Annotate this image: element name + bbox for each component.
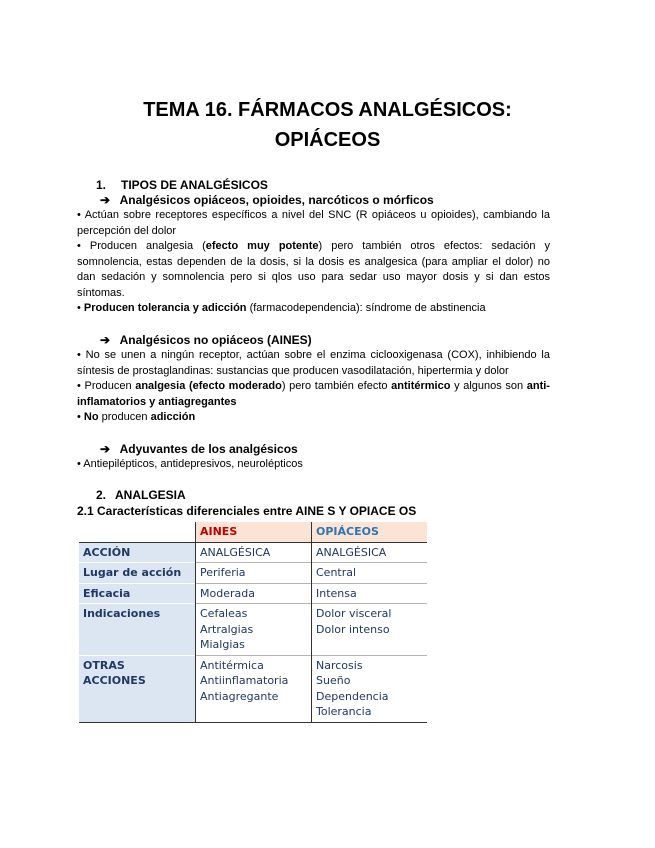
aines-cell [196,542,312,563]
text-run-bold: anti-inflamatorios y antiagregantes [77,380,550,408]
cell-line: ANALGÉSICA [316,545,387,559]
header-opiaceos: OPIÁCEOS [312,522,428,542]
cell-line: Cefaleas [200,607,248,620]
row-label: ACCIÓN [79,542,196,563]
opiaceos-p3 [77,301,550,317]
opiaceos-p2 [77,239,550,301]
aines-heading [100,333,312,347]
cell-line: ANALGÉSICA [200,545,271,559]
page-title-line2: OPIÁCEOS [274,129,381,151]
opiaceos-cell [312,542,428,563]
aines-cell [196,563,312,584]
cell-line: Artralgias [200,622,254,636]
row-label: Indicaciones [79,604,196,656]
page-title-line1: TEMA 16. FÁRMACOS ANALGÉSICOS: [143,99,512,121]
aines-cell [196,655,312,722]
cell-line: Sueño [316,674,351,687]
opiaceos-cell [312,604,428,656]
table-row [79,583,427,604]
arrow-icon: ➔ [100,442,111,456]
table-header-row [79,522,427,542]
text-run-bold: Producen tolerancia y adicción [83,302,247,314]
cell-line: Moderada [200,586,255,600]
text-run: • Producen analgesia ( [77,240,206,252]
text-run: ) pero también otros efectos: sedación y somnolencia, estas dependen de la dosis, si la dosis es analgesica (para ampliar el dolor) no dan sedación y somnolencia pero si qlos uso para sedar uso mayor dosis y si dan estos síntomas. [77,240,550,299]
section2-number: 2. [96,488,107,502]
cell-line: Antiagregante [200,689,279,703]
text-run: producen [98,411,151,423]
cell-line: Periferia [200,566,246,579]
header-aines: AINES [196,522,312,542]
text-run-bold: analgesia (efecto moderado [135,380,282,392]
section1-number: 1. [96,178,107,192]
aines-heading-text: Analgésicos no opiáceos (AINES) [119,333,312,347]
opiaceos-cell [312,563,428,584]
opiaceos-heading [100,193,434,207]
aines-p3 [77,410,550,426]
text-run: • Producen [77,380,136,392]
aines-p2 [77,379,550,410]
opiaceos-p1: • Actúan sobre receptores específicos a nivel del SNC (R opiáceos u opioides), cambiando la percepción del dolor [77,209,550,237]
cell-line: Central [316,566,357,579]
table-row [79,542,427,563]
row-label: Lugar de acción [79,563,196,584]
text-run: (farmacodependencia): síndrome de abstinencia [246,302,486,314]
aines-p1: • No se unen a ningún receptor, actúan sobre el enzima ciclooxigenasa (COX), inhibiendo la síntesis de prostaglandinas: sustancias que producen vasodilatación, hipertermia y dolor [77,349,550,377]
text-run-bold: adicción [150,411,196,423]
text-run: • [77,411,84,423]
cell-line: Antitérmica [200,658,264,672]
text-run: • [77,302,84,314]
row-label: OTRAS ACCIONES [79,655,196,722]
adyuvantes-p1: • Antiepilépticos, antidepresivos, neurolépticos [77,458,303,470]
header-blank-cell [79,522,196,542]
row-label: Eficacia [79,583,196,604]
arrow-icon: ➔ [100,193,111,207]
text-run: y algunos son [450,380,527,392]
arrow-icon: ➔ [100,333,111,347]
adyuvantes-heading [100,442,298,456]
opiaceos-heading-text: Analgésicos opiáceos, opioides, narcóticos o mórficos [119,193,434,207]
aines-cell [196,583,312,604]
cell-line: Dolor intenso [316,622,390,636]
table-row [79,563,427,584]
table-row [79,604,427,656]
cell-line: Intensa [316,586,357,600]
opiaceos-cell [312,655,428,722]
aines-cell [196,604,312,656]
section1-heading: TIPOS DE ANALGÉSICOS [121,178,268,192]
section2-subheading: 2.1 Características diferenciales entre AINE S Y OPIACE OS [77,504,417,518]
cell-line: Narcosis [316,658,363,672]
text-run-bold: antitérmico [391,380,451,392]
cell-line: Tolerancia [316,705,372,718]
text-run-bold: No [83,411,99,423]
cell-line: Antiinflamatoria [200,674,289,687]
table-row [79,655,427,722]
cell-line: Dolor visceral [316,607,392,620]
cell-line: Mialgias [200,638,245,651]
cell-line: Dependencia [316,689,389,703]
adyuvantes-heading-text: Adyuvantes de los analgésicos [119,442,298,456]
text-run: ) pero también efecto [281,380,392,392]
text-run-bold: efecto muy potente [205,240,319,252]
opiaceos-cell [312,583,428,604]
comparison-table [79,522,427,723]
section2-heading: ANALGESIA [115,488,186,502]
